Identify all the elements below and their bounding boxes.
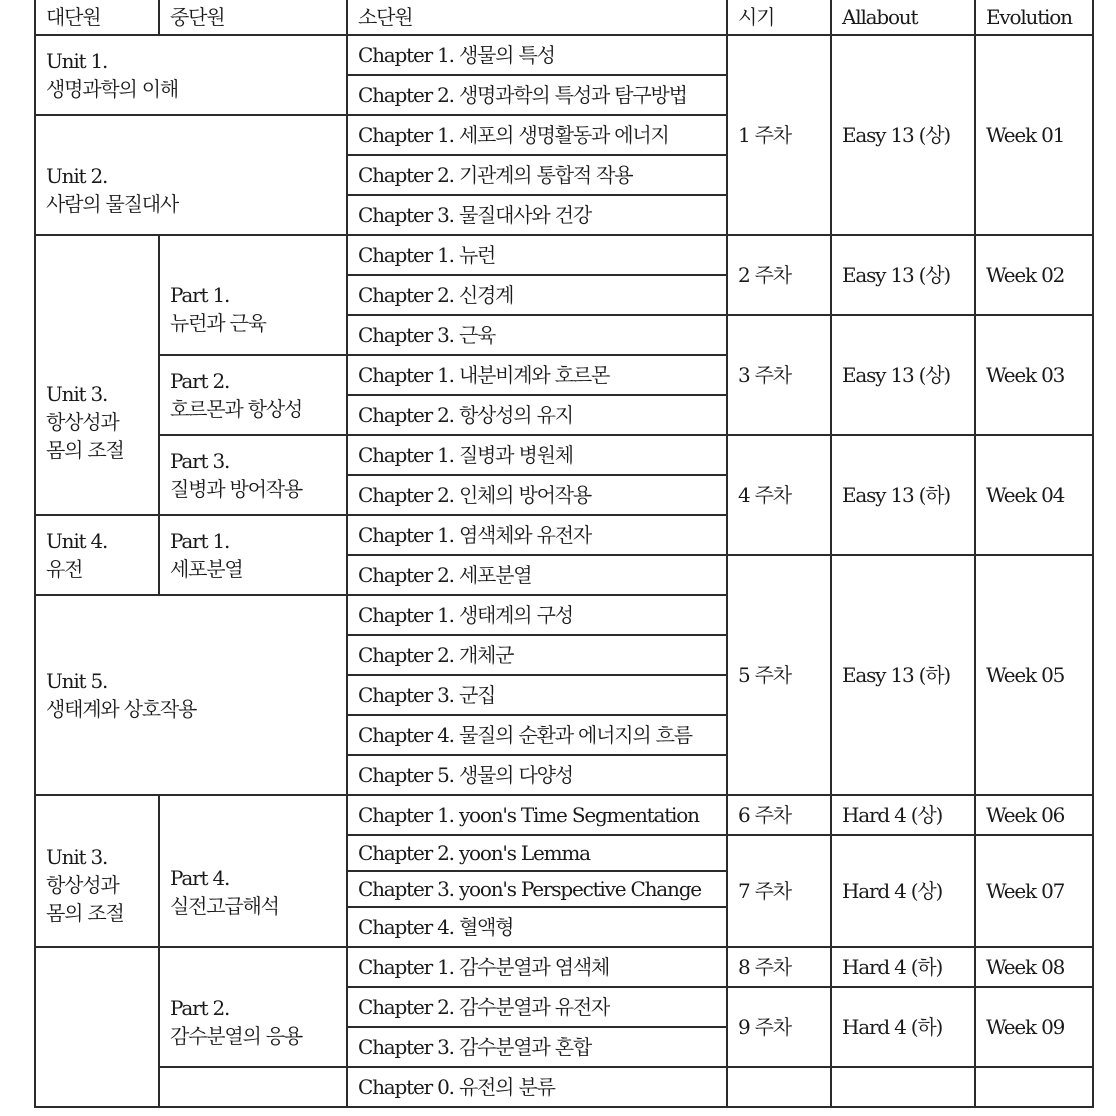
chapter-cell: Chapter 1. 염색체와 유전자 (347, 515, 727, 555)
header-row (35, 0, 1093, 35)
part-cell (159, 515, 347, 595)
part-number: Part 2. (170, 369, 230, 393)
unit-title: 항상성과 (46, 873, 119, 897)
chapter-cell: Chapter 2. yoon's Lemma (347, 835, 727, 871)
chapter-cell: Chapter 1. 세포의 생명활동과 에너지 (347, 115, 727, 155)
evolution-cell: Week 03 (975, 315, 1093, 435)
part-cell (159, 1067, 347, 1107)
chapter-cell: Chapter 5. 생물의 다양성 (347, 755, 727, 795)
chapter-cell: Chapter 2. 기관계의 통합적 작용 (347, 155, 727, 195)
unit-cell (35, 515, 159, 595)
chapter-cell: Chapter 4. 혈액형 (347, 907, 727, 947)
chapter-cell: Chapter 1. 생물의 특성 (347, 35, 727, 75)
part-cell (159, 355, 347, 435)
chapter-cell: Chapter 1. 질병과 병원체 (347, 435, 727, 475)
part-title: 호르몬과 항상성 (170, 397, 302, 421)
unit-cell (35, 115, 347, 235)
part-cell (159, 947, 347, 1067)
chapter-cell: Chapter 3. 감수분열과 혼합 (347, 1027, 727, 1067)
allabout-cell: Easy 13 (상) (831, 315, 975, 435)
part-cell (159, 435, 347, 515)
chapter-cell: Chapter 2. 신경계 (347, 275, 727, 315)
allabout-cell: Easy 13 (상) (831, 235, 975, 315)
part-number: Part 3. (170, 449, 230, 473)
chapter-cell: Chapter 2. 감수분열과 유전자 (347, 987, 727, 1027)
chapter-cell: Chapter 1. 내분비계와 호르몬 (347, 355, 727, 395)
unit-title: 항상성과 (46, 410, 119, 434)
unit-number: Unit 1. (46, 49, 108, 73)
allabout-cell: Hard 4 (하) (831, 987, 975, 1067)
part-title: 뉴런과 근육 (170, 311, 266, 335)
allabout-cell: Hard 4 (상) (831, 795, 975, 835)
chapter-cell: Chapter 3. 물질대사와 건강 (347, 195, 727, 235)
header-allabout: Allabout (831, 0, 975, 35)
curriculum-table (34, 0, 1094, 1108)
week-cell: 3 주차 (727, 315, 831, 435)
part-cell (159, 235, 347, 355)
unit-number: Unit 3. (46, 845, 108, 869)
part-title: 세포분열 (170, 557, 243, 581)
chapter-cell: Chapter 2. 개체군 (347, 635, 727, 675)
chapter-cell: Chapter 1. 뉴런 (347, 235, 727, 275)
chapter-cell: Chapter 2. 항상성의 유지 (347, 395, 727, 435)
unit-number: Unit 3. (46, 382, 108, 406)
header-evolution: Evolution (975, 0, 1093, 35)
unit-title: 생명과학의 이해 (46, 77, 178, 101)
allabout-cell: Hard 4 (상) (831, 835, 975, 947)
week-cell: 2 주차 (727, 235, 831, 315)
unit-cell (35, 235, 159, 515)
chapter-cell: Chapter 0. 유전의 분류 (347, 1067, 727, 1107)
unit-number: Unit 2. (46, 164, 108, 188)
evolution-cell: Week 01 (975, 35, 1093, 235)
unit-cell (35, 35, 347, 115)
unit-title: 사람의 물질대사 (46, 192, 178, 216)
allabout-cell: Easy 13 (상) (831, 35, 975, 235)
evolution-cell: Week 02 (975, 235, 1093, 315)
header-chapter: 소단원 (347, 0, 727, 35)
allabout-cell: Easy 13 (하) (831, 435, 975, 555)
allabout-cell: Easy 13 (하) (831, 555, 975, 795)
evolution-cell: Week 05 (975, 555, 1093, 795)
part-cell (159, 795, 347, 947)
chapter-cell: Chapter 4. 물질의 순환과 에너지의 흐름 (347, 715, 727, 755)
chapter-cell: Chapter 3. 군집 (347, 675, 727, 715)
part-title: 감수분열의 응용 (170, 1024, 302, 1048)
week-cell (727, 1067, 831, 1107)
table-row (35, 235, 1093, 275)
unit-number: Unit 5. (46, 669, 108, 693)
table-row (35, 435, 1093, 475)
part-number: Part 1. (170, 283, 230, 307)
table-row (35, 795, 1093, 835)
header-unit: 대단원 (35, 0, 159, 35)
allabout-cell: Hard 4 (하) (831, 947, 975, 987)
unit-title: 몸의 조절 (46, 901, 124, 925)
week-cell: 8 주차 (727, 947, 831, 987)
part-number: Part 4. (170, 866, 230, 890)
chapter-cell: Chapter 3. yoon's Perspective Change (347, 871, 727, 907)
header-week: 시기 (727, 0, 831, 35)
chapter-cell: Chapter 2. 인체의 방어작용 (347, 475, 727, 515)
evolution-cell: Week 09 (975, 987, 1093, 1067)
evolution-cell: Week 07 (975, 835, 1093, 947)
chapter-cell: Chapter 1. 생태계의 구성 (347, 595, 727, 635)
evolution-cell: Week 08 (975, 947, 1093, 987)
unit-cell (35, 947, 159, 1107)
week-cell: 5 주차 (727, 555, 831, 795)
unit-title: 몸의 조절 (46, 438, 124, 462)
part-title: 실전고급해석 (170, 894, 279, 918)
unit-title: 생태계와 상호작용 (46, 697, 197, 721)
unit-title: 유전 (46, 557, 83, 581)
part-number: Part 1. (170, 529, 230, 553)
part-title: 질병과 방어작용 (170, 477, 302, 501)
week-cell: 7 주차 (727, 835, 831, 947)
evolution-cell: Week 04 (975, 435, 1093, 555)
chapter-cell: Chapter 2. 생명과학의 특성과 탐구방법 (347, 75, 727, 115)
allabout-cell (831, 1067, 975, 1107)
unit-cell (35, 595, 347, 795)
chapter-cell: Chapter 3. 근육 (347, 315, 727, 355)
chapter-cell: Chapter 1. 감수분열과 염색체 (347, 947, 727, 987)
table-row (35, 1067, 1093, 1107)
table-row (35, 35, 1093, 75)
chapter-cell: Chapter 2. 세포분열 (347, 555, 727, 595)
chapter-cell: Chapter 1. yoon's Time Segmentation (347, 795, 727, 835)
week-cell: 9 주차 (727, 987, 831, 1067)
week-cell: 1 주차 (727, 35, 831, 235)
evolution-cell: Week 06 (975, 795, 1093, 835)
unit-cell (35, 795, 159, 947)
week-cell: 6 주차 (727, 795, 831, 835)
part-number: Part 2. (170, 996, 230, 1020)
week-cell: 4 주차 (727, 435, 831, 555)
evolution-cell (975, 1067, 1093, 1107)
unit-number: Unit 4. (46, 529, 108, 553)
table-row (35, 947, 1093, 987)
header-part: 중단원 (159, 0, 347, 35)
